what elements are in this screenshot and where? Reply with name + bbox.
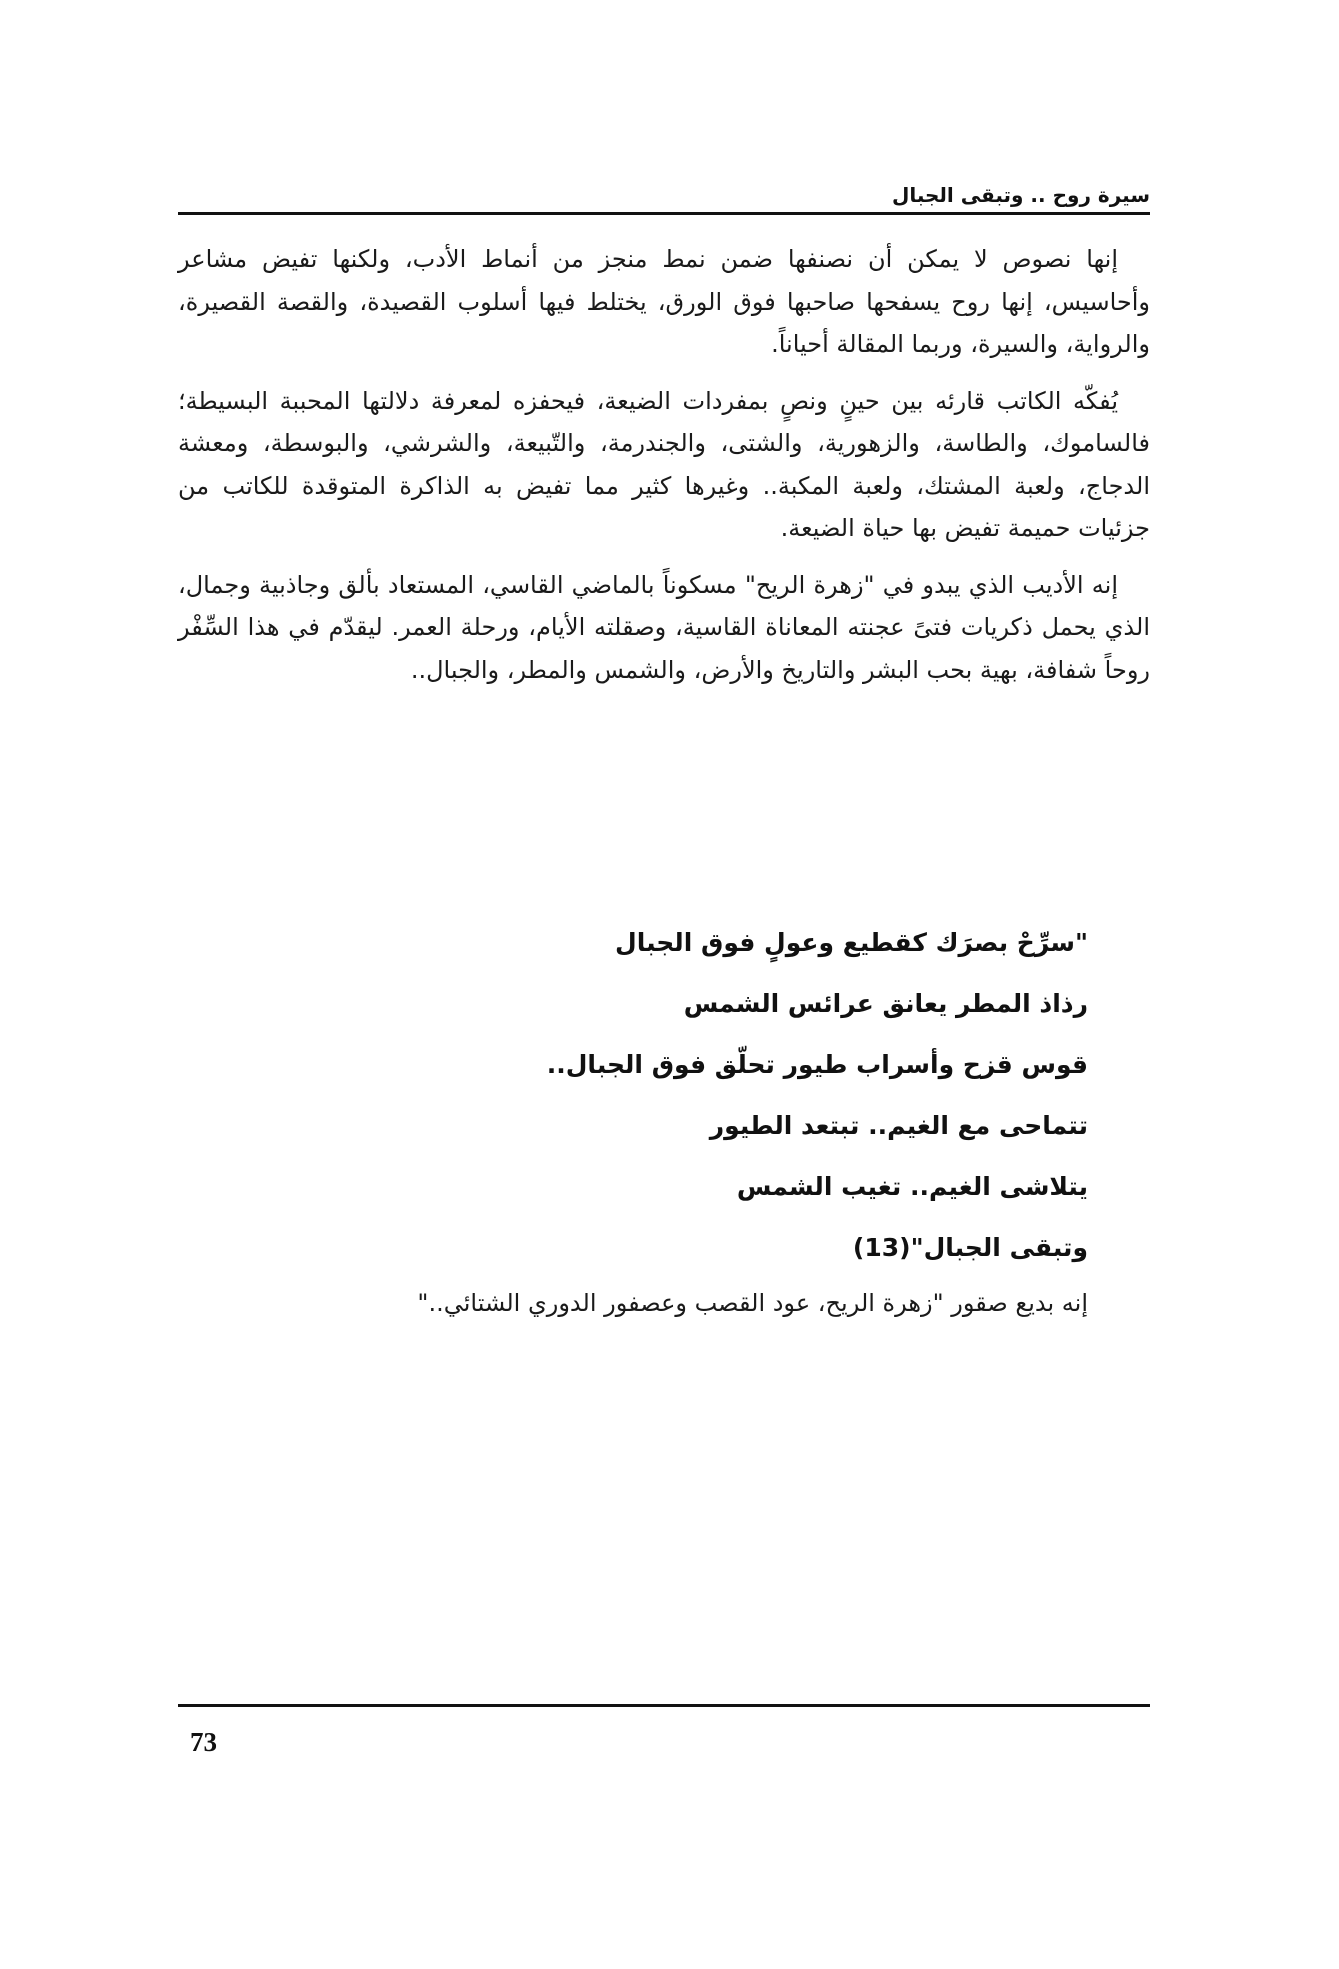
- paragraph: إنها نصوص لا يمكن أن نصنفها ضمن نمط منجز من أنماط الأدب، ولكنها تفيض مشاعر وأحاسيس، إنها روح يسفحها صاحبها فوق الورق، يختلط فيها أسلوب القصيدة، والقصة القصيرة، والرواية، والسيرة، وربما المقالة أحياناً.: [178, 245, 1150, 358]
- paragraph: إنه الأديب الذي يبدو في "زهرة الريح" مسكوناً بالماضي القاسي، المستعاد بألق وجاذبية وجمال، الذي يحمل ذكريات فتىً عجنته المعاناة القاسية، وصقلته الأيام، ورحلة العمر. ليقدّم في هذا السِّفْر روحاً شفافة، بهية بحب البشر والتاريخ والأرض، والشمس والمطر، والجبال..: [178, 570, 1150, 684]
- body-text: [178, 238, 1150, 705]
- poem-line: "سرِّحْ بصرَك كقطيع وعولٍ فوق الجبال: [615, 928, 1088, 957]
- poem-line: قوس قزح وأسراب طيور تحلّق فوق الجبال..: [546, 1050, 1088, 1079]
- poem-quote: [178, 912, 1088, 1278]
- poem-line: رذاذ المطر يعانق عرائس الشمس: [683, 989, 1088, 1018]
- page-number: 73: [190, 1727, 217, 1757]
- poem-line: يتلاشى الغيم.. تغيب الشمس: [736, 1172, 1088, 1201]
- poem-line: تتماحى مع الغيم.. تبتعد الطيور: [709, 1111, 1088, 1140]
- running-header: سيرة روح .. وتبقى الجبال: [891, 183, 1150, 207]
- paragraph: يُفكّه الكاتب قارئه بين حينٍ ونصٍ بمفردات الضيعة، فيحفزه لمعرفة دلالتها المحببة البسيطة؛ فالساموك، والطاسة، والزهورية، والشتى، والجندرمة، والتّبيعة، والشرشي، والبوسطة، ومعشة الدجاج، ولعبة المشتك، ولعبة المكبة.. وغيرها كثير مما تفيض به الذاكرة المتوقدة للكاتب من جزئيات حميمة تفيض بها حياة الضيعة.: [178, 386, 1150, 542]
- closing-line: إنه بديع صقور "زهرة الريح، عود القصب وعصفور الدوري الشتائي..": [417, 1289, 1088, 1317]
- poem-line: وتبقى الجبال"(13): [852, 1233, 1088, 1262]
- footer-rule: [178, 1704, 1150, 1707]
- header-rule: [178, 212, 1150, 215]
